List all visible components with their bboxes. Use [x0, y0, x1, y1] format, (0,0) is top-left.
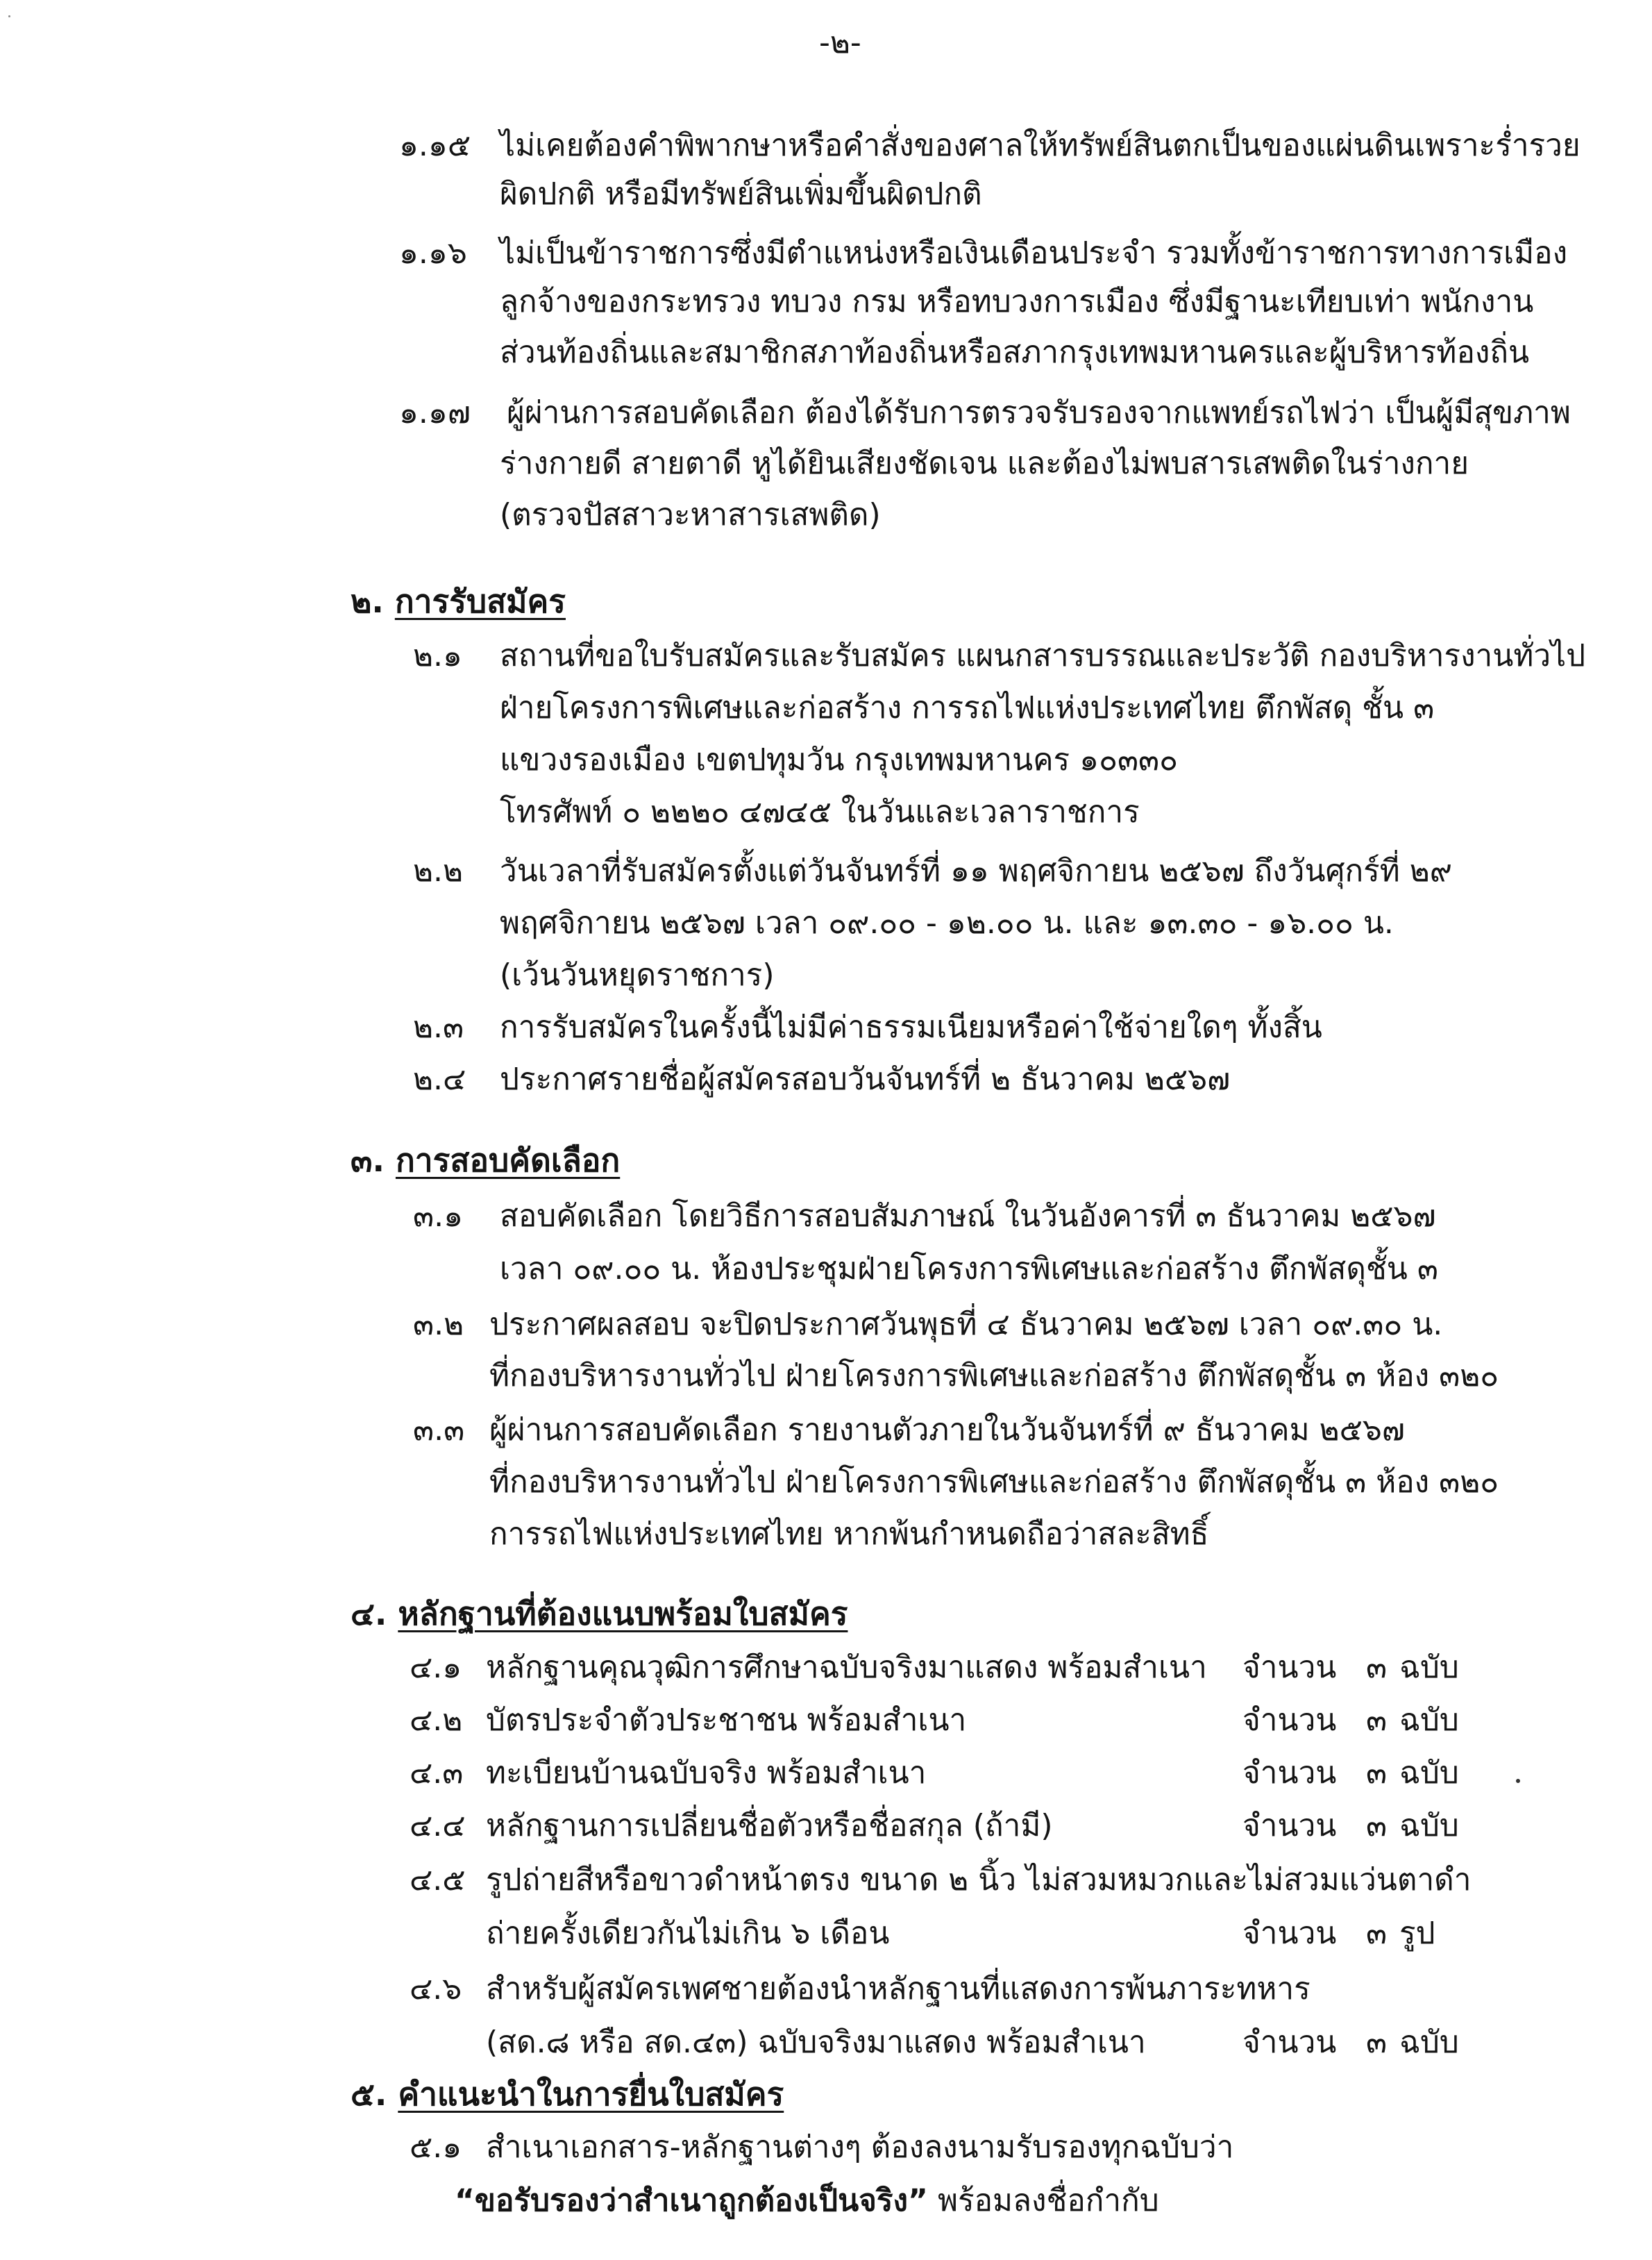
- item-text: ที่กองบริหารงานทั่วไป ฝ่ายโครงการพิเศษและก่อสร้าง ตึกพัสดุชั้น ๓ ห้อง ๓๒๐: [489, 1464, 1499, 1500]
- section-title: การสอบคัดเลือก: [395, 1141, 621, 1179]
- section-title: หลักฐานที่ต้องแนบพร้อมใบสมัคร: [398, 1595, 848, 1632]
- quantity: [1242, 1805, 1459, 1847]
- quantity-unit: ฉบับ: [1399, 1808, 1459, 1843]
- item-text: ไม่เคยต้องคำพิพากษาหรือคำสั่งของศาลให้ทรัพย์สินตกเป็นของแผ่นดินเพราะร่ำรวย: [500, 128, 1581, 163]
- quantity: [1242, 1913, 1435, 1955]
- item-number: ๔.๒: [410, 1702, 463, 1738]
- item-text: ทะเบียนบ้านฉบับจริง พร้อมสำเนา: [486, 1755, 927, 1791]
- item-text: ฝ่ายโครงการพิเศษและก่อสร้าง การรถไฟแห่งประเทศไทย ตึกพัสดุ ชั้น ๓: [500, 690, 1435, 726]
- quantity-count: ๓: [1365, 1702, 1388, 1738]
- section-title: การรับสมัคร: [394, 583, 566, 620]
- quantity-unit: ฉบับ: [1399, 1755, 1459, 1791]
- scan-speck: [8, 15, 10, 17]
- item-text: เวลา ๐๙.๐๐ น. ห้องประชุมฝ่ายโครงการพิเศษและก่อสร้าง ตึกพัสดุชั้น ๓: [500, 1251, 1438, 1287]
- quantity: [1242, 2022, 1459, 2064]
- item-number: ๑.๑๗: [399, 395, 471, 430]
- item-number: ๑.๑๕: [399, 128, 471, 163]
- item-number: ๔.๓: [410, 1755, 464, 1791]
- quantity: [1242, 1647, 1459, 1689]
- item-number: ๓.๓: [413, 1412, 465, 1448]
- item-text: ผู้ผ่านการสอบคัดเลือก รายงานตัวภายในวันจันทร์ที่ ๙ ธันวาคม ๒๕๖๗: [489, 1412, 1405, 1448]
- quantity-label: จำนวน: [1242, 1650, 1337, 1685]
- quantity-count: ๓: [1365, 1650, 1388, 1685]
- item-text: ที่กองบริหารงานทั่วไป ฝ่ายโครงการพิเศษและก่อสร้าง ตึกพัสดุชั้น ๓ ห้อง ๓๒๐: [489, 1358, 1499, 1393]
- quantity: [1242, 1700, 1459, 1741]
- item-text: บัตรประจำตัวประชาชน พร้อมสำเนา: [486, 1702, 967, 1738]
- item-number: ๔.๖: [410, 1971, 462, 2007]
- item-text: (เว้นวันหยุดราชการ): [500, 957, 775, 993]
- quantity-label: จำนวน: [1242, 1702, 1337, 1738]
- quantity-count: ๓: [1365, 2025, 1388, 2060]
- section-heading-4: [351, 1592, 848, 1635]
- section-title: คำแนะนำในการยื่นใบสมัคร: [398, 2075, 784, 2113]
- quantity-count: ๓: [1365, 1755, 1388, 1791]
- section-number: ๔.: [351, 1595, 387, 1632]
- item-text: สถานที่ขอใบรับสมัครและรับสมัคร แผนกสารบรรณและประวัติ กองบริหารงานทั่วไป: [500, 638, 1586, 673]
- item-number: ๔.๕: [410, 1862, 466, 1898]
- item-text: ลูกจ้างของกระทรวง ทบวง กรม หรือทบวงการเมือง ซึ่งมีฐานะเทียบเท่า พนักงาน: [500, 284, 1534, 319]
- item-text: รูปถ่ายสีหรือขาวดำหน้าตรง ขนาด ๒ นิ้ว ไม่สวมหมวกและไม่สวมแว่นตาดำ: [486, 1862, 1472, 1898]
- item-text: (สด.๘ หรือ สด.๔๓) ฉบับจริงมาแสดง พร้อมสำเนา: [486, 2025, 1146, 2060]
- item-text: สำเนาเอกสาร-หลักฐานต่างๆ ต้องลงนามรับรองทุกฉบับว่า: [486, 2129, 1234, 2165]
- quantity-label: จำนวน: [1242, 1755, 1337, 1791]
- quantity-label: จำนวน: [1242, 1808, 1337, 1843]
- item-number: ๓.๑: [413, 1198, 463, 1234]
- item-number: ๕.๑: [410, 2129, 462, 2165]
- item-text: ไม่เป็นข้าราชการซึ่งมีตำแหน่งหรือเงินเดือนประจำ รวมทั้งข้าราชการทางการเมือง: [500, 235, 1568, 271]
- certification-quote: “ขอรับรองว่าสำเนาถูกต้องเป็นจริง”: [455, 2183, 928, 2218]
- quantity-count: ๓: [1365, 1808, 1388, 1843]
- item-text-tail: พร้อมลงชื่อกำกับ: [927, 2183, 1159, 2218]
- item-number: ๔.๑: [410, 1650, 462, 1685]
- scan-speck: [1516, 1779, 1520, 1783]
- item-number: ๑.๑๖: [399, 235, 467, 271]
- item-text: ประกาศผลสอบ จะปิดประกาศวันพุธที่ ๔ ธันวาคม ๒๕๖๗ เวลา ๐๙.๓๐ น.: [489, 1307, 1443, 1342]
- item-number: ๒.๒: [413, 853, 463, 889]
- item-number: ๔.๔: [410, 1808, 466, 1843]
- section-number: ๓.: [351, 1141, 385, 1179]
- section-heading-2: [351, 580, 566, 623]
- quantity-label: จำนวน: [1242, 1916, 1337, 1951]
- quantity-unit: ฉบับ: [1399, 2025, 1459, 2060]
- item-number: ๒.๑: [413, 638, 462, 673]
- quantity-unit: ฉบับ: [1399, 1650, 1459, 1685]
- item-text: การรถไฟแห่งประเทศไทย หากพ้นกำหนดถือว่าสละสิทธิ์: [489, 1516, 1209, 1552]
- item-text: [455, 2180, 1159, 2222]
- item-text: หลักฐานคุณวุฒิการศึกษาฉบับจริงมาแสดง พร้อมสำเนา: [486, 1650, 1207, 1685]
- item-text: โทรศัพท์ ๐ ๒๒๒๐ ๔๗๔๕ ในวันและเวลาราชการ: [500, 794, 1140, 830]
- quantity-label: จำนวน: [1242, 2025, 1337, 2060]
- quantity-unit: ฉบับ: [1399, 1702, 1459, 1738]
- page-number: -๒-: [819, 25, 861, 60]
- item-text: ประกาศรายชื่อผู้สมัครสอบวันจันทร์ที่ ๒ ธันวาคม ๒๕๖๗: [500, 1062, 1231, 1097]
- item-text: การรับสมัครในครั้งนี้ไม่มีค่าธรรมเนียมหรือค่าใช้จ่ายใดๆ ทั้งสิ้น: [500, 1010, 1322, 1045]
- item-number: ๒.๔: [413, 1062, 466, 1097]
- quantity-count: ๓: [1365, 1916, 1388, 1951]
- section-number: ๒.: [351, 583, 384, 620]
- item-text: ถ่ายครั้งเดียวกันไม่เกิน ๖ เดือน: [486, 1916, 890, 1951]
- quantity-unit: รูป: [1399, 1916, 1435, 1951]
- item-text: พฤศจิกายน ๒๕๖๗ เวลา ๐๙.๐๐ - ๑๒.๐๐ น. และ ๑๓.๓๐ - ๑๖.๐๐ น.: [500, 905, 1394, 941]
- item-text: ผิดปกติ หรือมีทรัพย์สินเพิ่มขึ้นผิดปกติ: [500, 176, 982, 212]
- item-text: ส่วนท้องถิ่นและสมาชิกสภาท้องถิ่นหรือสภากรุงเทพมหานครและผู้บริหารท้องถิ่น: [500, 335, 1530, 370]
- item-number: ๓.๒: [413, 1307, 464, 1342]
- section-number: ๕.: [351, 2075, 387, 2113]
- item-text: สอบคัดเลือก โดยวิธีการสอบสัมภาษณ์ ในวันอังคารที่ ๓ ธันวาคม ๒๕๖๗: [500, 1198, 1436, 1234]
- item-text: ร่างกายดี สายตาดี หูได้ยินเสียงชัดเจน และต้องไม่พบสารเสพติดในร่างกาย: [500, 446, 1469, 481]
- item-text: (ตรวจปัสสาวะหาสารเสพติด): [500, 497, 881, 533]
- item-text: วันเวลาที่รับสมัครตั้งแต่วันจันทร์ที่ ๑๑ พฤศจิกายน ๒๕๖๗ ถึงวันศุกร์ที่ ๒๙: [500, 853, 1452, 889]
- section-heading-3: [351, 1139, 620, 1182]
- quantity: [1242, 1752, 1459, 1794]
- item-number: ๒.๓: [413, 1010, 464, 1045]
- item-text: สำหรับผู้สมัครเพศชายต้องนำหลักฐานที่แสดงการพ้นภาระทหาร: [486, 1971, 1310, 2007]
- item-text: ผู้ผ่านการสอบคัดเลือก ต้องได้รับการตรวจรับรองจากแพทย์รถไฟว่า เป็นผู้มีสุขภาพ: [507, 395, 1571, 430]
- item-text: หลักฐานการเปลี่ยนชื่อตัวหรือชื่อสกุล (ถ้ามี): [486, 1808, 1053, 1843]
- item-text: แขวงรองเมือง เขตปทุมวัน กรุงเทพมหานคร ๑๐๓๓๐: [500, 742, 1178, 778]
- section-heading-5: [351, 2073, 784, 2116]
